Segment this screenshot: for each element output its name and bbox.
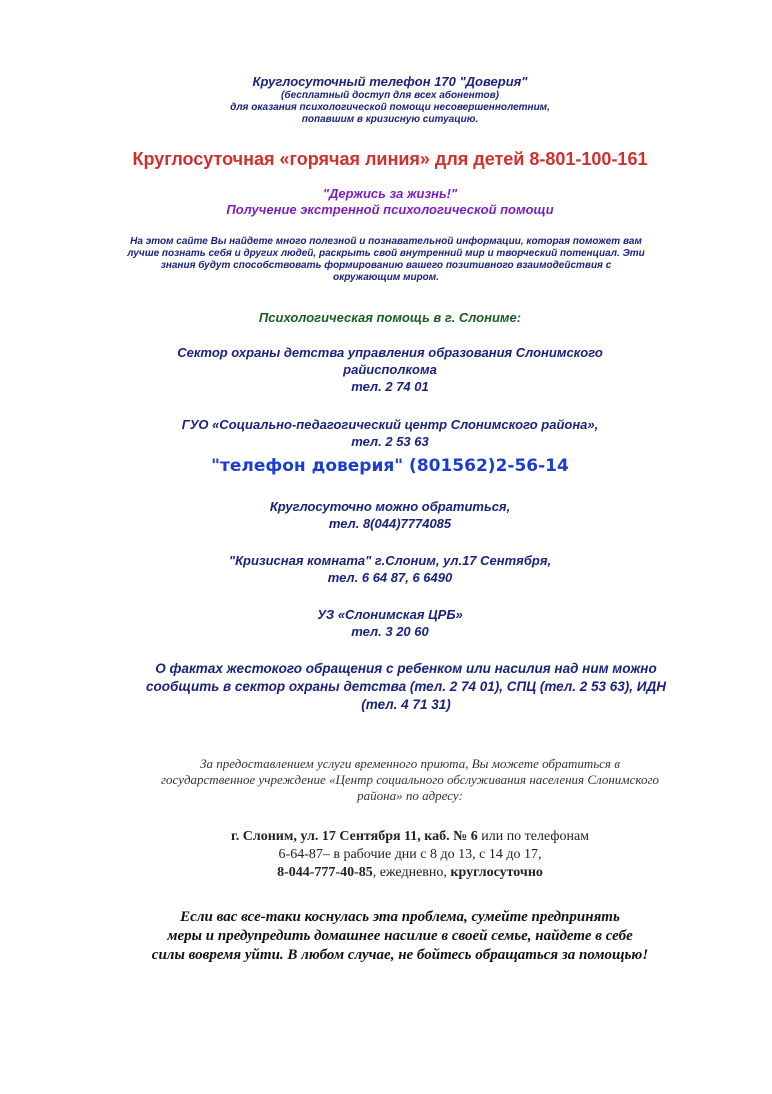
crisis-line-1: "Кризисная комната" г.Слоним, ул.17 Сентября,: [228, 553, 552, 568]
closing-line: меры и предупредить домашнее насилие в своей семье, найдете в себе: [167, 928, 633, 944]
info-line: знания будут способствовать формированию вашего позитивного взаимодействия с: [160, 260, 612, 271]
address-rest: или по телефонам: [477, 829, 590, 844]
sector-line-2: райисполкома: [343, 362, 437, 377]
header-line-3: попавшим в кризисную ситуацию.: [301, 114, 479, 125]
crisis-block: [90, 552, 690, 586]
sector-block: [90, 344, 690, 395]
help-heading: Психологическая помощь в г. Слониме:: [258, 310, 522, 325]
shelter-line: За предоставлением услуги временного приюта, Вы можете обратиться в: [200, 756, 620, 771]
daily-tail: круглосуточно: [450, 865, 543, 880]
closing-block: [80, 908, 720, 965]
crisis-phone: тел. 6 64 87, 6 6490: [327, 570, 453, 585]
crb-line-1: УЗ «Слонимская ЦРБ»: [317, 607, 463, 622]
address-line: [120, 828, 700, 846]
shelter-line: района» по адресу:: [357, 788, 463, 803]
roundclock-line-1: Круглосуточно можно обратиться,: [269, 499, 511, 514]
guo-block: [90, 416, 690, 450]
guo-line-1: ГУО «Социально-педагогический центр Слонимского района»,: [181, 417, 599, 432]
address-bold: г. Слоним, ул. 17 Сентября 11, каб. № 6: [230, 829, 478, 844]
crb-block: [90, 606, 690, 640]
daily-line: [120, 864, 700, 882]
sector-line-1: Сектор охраны детства управления образования Слонимского: [177, 345, 603, 360]
crb-phone: тел. 3 20 60: [351, 624, 429, 639]
closing-line: силы вовремя уйти. В любом случае, не бойтесь обращаться за помощью!: [151, 947, 649, 963]
info-line: лучше познать себя и других людей, раскрыть свой внутренний мир и творческий потенциал. Эти: [127, 248, 645, 259]
report-line: сообщить в сектор охраны детства (тел. 2 74 01), СПЦ (тел. 2 53 63), ИДН: [146, 679, 666, 694]
hotline-text: Круглосуточная «горячая линия» для детей 8-801-100-161: [132, 149, 648, 169]
trust-phone: "телефон доверия" (801562)2-56-14: [211, 456, 569, 476]
site-description: Получение экстренной психологической помощи: [226, 202, 554, 217]
daily-phone: 8-044-777-40-85: [277, 865, 373, 880]
closing-line: Если вас все-таки коснулась эта проблема, сумейте предпринять: [180, 909, 620, 925]
guo-phone: тел. 2 53 63: [351, 434, 429, 449]
daily-mid: , ежедневно,: [372, 865, 451, 880]
report-line: О фактах жестокого обращения с ребенком или насилия над ним можно: [155, 661, 657, 676]
header-line-2: для оказания психологической помощи несовершеннолетним,: [230, 102, 550, 113]
hotline-block: [60, 148, 720, 170]
header-block: [90, 74, 690, 126]
site-name: "Держись за жизнь!": [322, 186, 458, 201]
hours-line: 6-64-87– в рабочие дни с 8 до 13, с 14 до 17,: [278, 847, 542, 862]
report-block: [96, 660, 716, 714]
address-block: [120, 828, 700, 882]
roundclock-phone: тел. 8(044)7774085: [328, 516, 452, 531]
info-block: [86, 236, 686, 284]
shelter-block: [100, 756, 720, 804]
sector-phone: тел. 2 74 01: [351, 379, 429, 394]
report-line: (тел. 4 71 31): [361, 697, 451, 712]
site-block: [90, 186, 690, 218]
trust-phone-block: [90, 456, 690, 476]
info-line: окружающим миром.: [333, 272, 439, 283]
shelter-line: государственное учреждение «Центр социального обслуживания населения Слонимского: [160, 772, 660, 787]
info-line: На этом сайте Вы найдете много полезной и познавательной информации, которая поможет вам: [130, 236, 642, 247]
header-line-1: (бесплатный доступ для всех абонентов): [281, 90, 499, 101]
help-heading-block: [90, 310, 690, 326]
header-title: Круглосуточный телефон 170 "Доверия": [252, 74, 528, 89]
roundclock-block: [90, 498, 690, 532]
